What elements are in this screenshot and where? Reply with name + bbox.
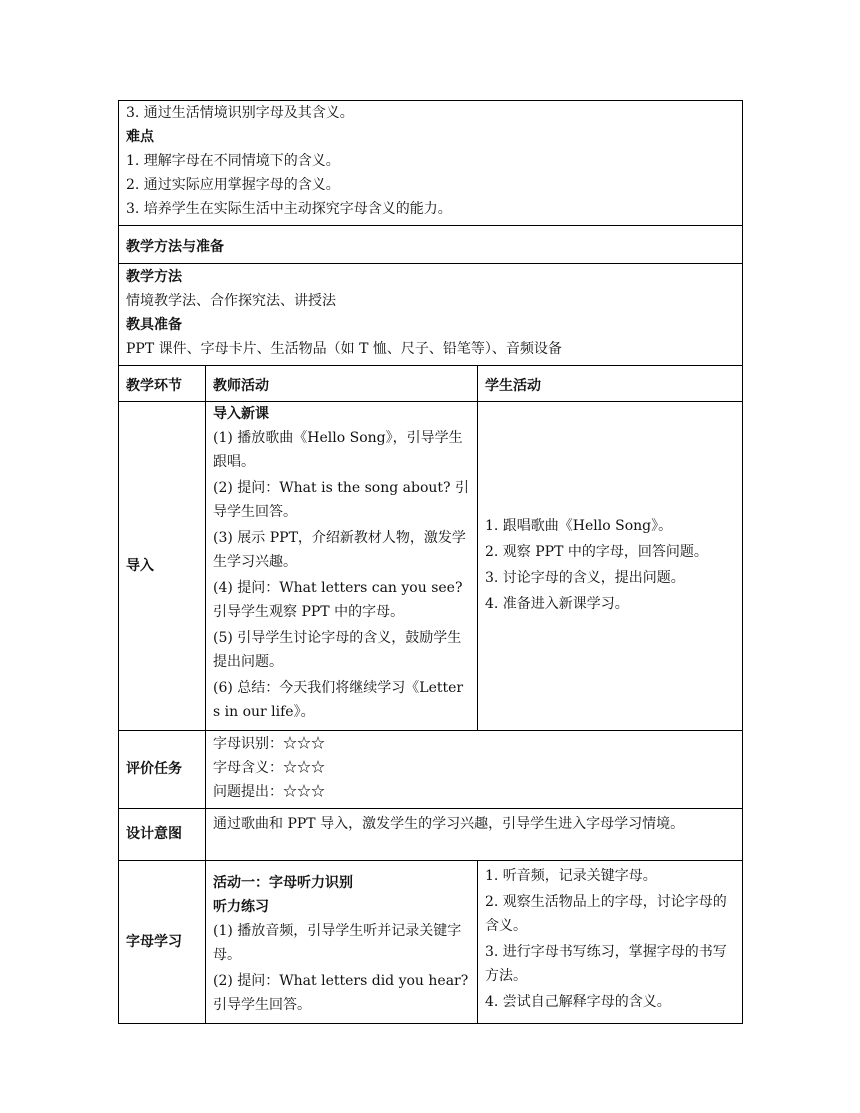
goal-item-3: 3. 通过生活情境识别字母及其含义。: [126, 105, 354, 121]
design-text-cell: [206, 809, 743, 861]
intro-student-item-2: 2. 观察 PPT 中的字母，回答问题。: [485, 543, 708, 560]
letter-teacher-cell: [206, 861, 478, 1024]
intro-student-item-1: 1. 跟唱歌曲《Hello Song》。: [485, 517, 673, 534]
activity-title: 活动一：字母听力识别: [213, 875, 353, 891]
evaluation-stage: 评价任务: [126, 761, 182, 777]
intro-teacher-item-2: (2) 提问：What is the song about? 引导学生回答。: [213, 480, 469, 520]
letter-stage: 字母学习: [126, 933, 182, 950]
evaluation-item-2: 字母含义：☆☆☆: [213, 760, 325, 776]
intro-teacher-cell: [206, 402, 478, 731]
letter-stage-cell: [119, 861, 206, 1024]
intro-student-item-3: 3. 讨论字母的含义，提出问题。: [485, 569, 685, 586]
listening-title: 听力练习: [213, 899, 269, 915]
intro-teacher-title: 导入新课: [213, 406, 269, 422]
letter-learning-row: [119, 861, 743, 1024]
goals-cell: [119, 101, 743, 226]
evaluation-item-3: 问题提出：☆☆☆: [213, 784, 325, 800]
lesson-plan-page: [118, 100, 742, 1024]
methods-value: 情境教学法、合作探究法、讲授法: [126, 293, 336, 309]
evaluation-stage-cell: [119, 731, 206, 809]
difficulty-item-2: 2. 通过实际应用掌握字母的含义。: [126, 177, 340, 193]
letter-student-cell: [478, 861, 743, 1024]
methods-title: 教学方法: [126, 269, 182, 285]
prep-title: 教具准备: [126, 317, 182, 333]
intro-teacher-item-5: (5) 引导学生讨论字母的含义，鼓励学生提出问题。: [213, 630, 462, 670]
intro-teacher-item-6: (6) 总结：今天我们将继续学习《Letters in our life》。: [213, 680, 464, 720]
letter-student-item-1: 1. 听音频，记录关键字母。: [485, 868, 657, 884]
intro-stage-cell: [119, 402, 206, 731]
intro-teacher-item-4: (4) 提问：What letters can you see? 引导学生观察 PPT 中的字母。: [213, 580, 463, 620]
methods-header-row: [119, 226, 743, 264]
goals-row: [119, 101, 743, 226]
design-row: [119, 809, 743, 861]
letter-student-item-2: 2. 观察生活物品上的字母，讨论字母的含义。: [485, 894, 727, 934]
letter-teacher-item-2: (2) 提问：What letters did you hear? 引导学生回答。: [213, 973, 469, 1013]
letter-student-item-3: 3. 进行字母书写练习，掌握字母的书写方法。: [485, 944, 727, 984]
evaluation-row: [119, 731, 743, 809]
letter-student-item-4: 4. 尝试自己解释字母的含义。: [485, 994, 671, 1010]
intro-stage: 导入: [126, 557, 154, 574]
intro-teacher-item-1: (1) 播放歌曲《Hello Song》，引导学生跟唱。: [213, 430, 463, 470]
design-stage-cell: [119, 809, 206, 861]
evaluation-items-cell: [206, 731, 743, 809]
header-teacher: 教师活动: [206, 366, 478, 402]
difficulty-title: 难点: [126, 129, 154, 145]
methods-header: 教学方法与准备: [126, 239, 224, 255]
prep-value: PPT 课件、字母卡片、生活物品（如 T 恤、尺子、铅笔等）、音频设备: [126, 341, 562, 357]
table-header-row: [119, 366, 743, 402]
lesson-plan-table: [118, 100, 743, 1024]
intro-student-item-4: 4. 准备进入新课学习。: [485, 595, 629, 612]
difficulty-item-3: 3. 培养学生在实际生活中主动探究字母含义的能力。: [126, 201, 452, 217]
design-stage: 设计意图: [126, 826, 182, 842]
intro-student-cell: [478, 402, 743, 731]
difficulty-item-1: 1. 理解字母在不同情境下的含义。: [126, 153, 340, 169]
intro-row: [119, 402, 743, 731]
header-student: 学生活动: [478, 366, 743, 402]
methods-cell: [119, 264, 743, 366]
intro-teacher-item-3: (3) 展示 PPT，介绍新教材人物，激发学生学习兴趣。: [213, 530, 466, 570]
methods-row: [119, 264, 743, 366]
methods-header-cell: [119, 226, 743, 264]
evaluation-item-1: 字母识别：☆☆☆: [213, 736, 325, 752]
design-text: 通过歌曲和 PPT 导入，激发学生的学习兴趣，引导学生进入字母学习情境。: [213, 816, 685, 832]
letter-teacher-item-1: (1) 播放音频，引导学生听并记录关键字母。: [213, 923, 462, 963]
header-stage: 教学环节: [119, 366, 206, 402]
